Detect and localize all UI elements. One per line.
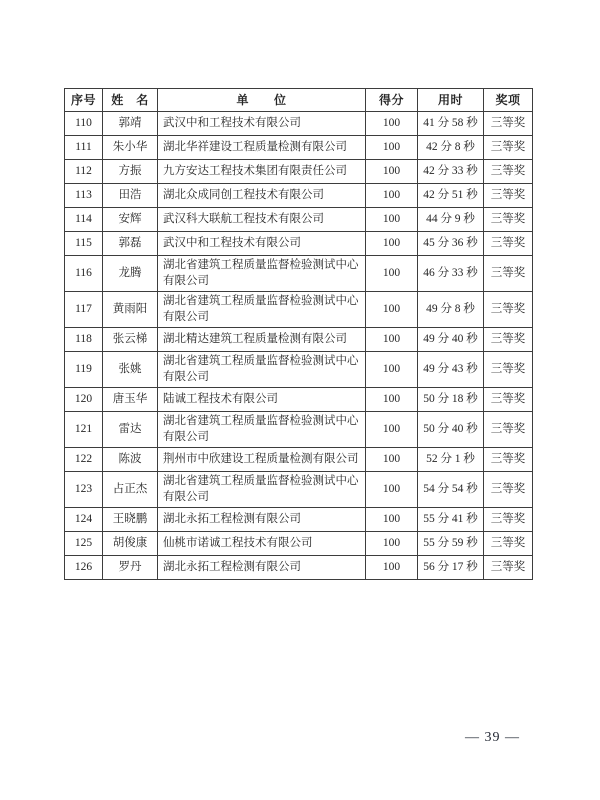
cell-name: 龙腾 (103, 256, 158, 292)
cell-no: 117 (65, 292, 103, 328)
col-header-no: 序号 (65, 89, 103, 112)
cell-time: 50 分 18 秒 (418, 388, 484, 412)
col-header-name: 姓 名 (103, 89, 158, 112)
cell-name: 王晓鹏 (103, 508, 158, 532)
cell-org: 湖北众成同创工程技术有限公司 (158, 184, 366, 208)
results-table (64, 88, 533, 580)
cell-name: 雷达 (103, 412, 158, 448)
cell-award: 三等奖 (484, 352, 533, 388)
cell-score: 100 (366, 472, 418, 508)
cell-no: 110 (65, 112, 103, 136)
cell-name: 田浩 (103, 184, 158, 208)
cell-org: 陆诚工程技术有限公司 (158, 388, 366, 412)
cell-time: 42 分 8 秒 (418, 136, 484, 160)
cell-no: 115 (65, 232, 103, 256)
cell-award: 三等奖 (484, 412, 533, 448)
cell-no: 123 (65, 472, 103, 508)
cell-award: 三等奖 (484, 532, 533, 556)
cell-score: 100 (366, 556, 418, 580)
cell-score: 100 (366, 448, 418, 472)
table-row (65, 352, 533, 388)
cell-award: 三等奖 (484, 208, 533, 232)
cell-no: 116 (65, 256, 103, 292)
cell-org: 湖北省建筑工程质量监督检验测试中心有限公司 (158, 292, 366, 328)
table-row (65, 112, 533, 136)
cell-org: 湖北精达建筑工程质量检测有限公司 (158, 328, 366, 352)
cell-no: 118 (65, 328, 103, 352)
cell-org: 武汉中和工程技术有限公司 (158, 232, 366, 256)
cell-time: 52 分 1 秒 (418, 448, 484, 472)
results-table-header (65, 89, 533, 112)
cell-award: 三等奖 (484, 292, 533, 328)
col-header-score: 得分 (366, 89, 418, 112)
cell-name: 张姚 (103, 352, 158, 388)
cell-award: 三等奖 (484, 508, 533, 532)
cell-score: 100 (366, 508, 418, 532)
table-row (65, 292, 533, 328)
cell-name: 黄雨阳 (103, 292, 158, 328)
cell-score: 100 (366, 208, 418, 232)
cell-no: 122 (65, 448, 103, 472)
cell-no: 112 (65, 160, 103, 184)
cell-org: 武汉中和工程技术有限公司 (158, 112, 366, 136)
table-row (65, 388, 533, 412)
cell-score: 100 (366, 532, 418, 556)
cell-name: 张云梯 (103, 328, 158, 352)
table-row (65, 232, 533, 256)
cell-time: 49 分 8 秒 (418, 292, 484, 328)
table-row (65, 328, 533, 352)
cell-org: 仙桃市诺诚工程技术有限公司 (158, 532, 366, 556)
cell-no: 114 (65, 208, 103, 232)
cell-org: 湖北省建筑工程质量监督检验测试中心有限公司 (158, 412, 366, 448)
cell-award: 三等奖 (484, 328, 533, 352)
cell-time: 44 分 9 秒 (418, 208, 484, 232)
cell-no: 120 (65, 388, 103, 412)
cell-org: 九方安达工程技术集团有限责任公司 (158, 160, 366, 184)
cell-score: 100 (366, 184, 418, 208)
cell-score: 100 (366, 256, 418, 292)
table-row (65, 184, 533, 208)
cell-score: 100 (366, 292, 418, 328)
cell-name: 安辉 (103, 208, 158, 232)
cell-no: 113 (65, 184, 103, 208)
cell-name: 陈波 (103, 448, 158, 472)
table-row (65, 556, 533, 580)
cell-score: 100 (366, 388, 418, 412)
cell-award: 三等奖 (484, 160, 533, 184)
results-table-body (65, 112, 533, 580)
table-row (65, 532, 533, 556)
cell-no: 111 (65, 136, 103, 160)
cell-time: 49 分 43 秒 (418, 352, 484, 388)
header-row (65, 89, 533, 112)
cell-award: 三等奖 (484, 112, 533, 136)
cell-name: 朱小华 (103, 136, 158, 160)
cell-time: 42 分 33 秒 (418, 160, 484, 184)
cell-time: 56 分 17 秒 (418, 556, 484, 580)
cell-name: 郭靖 (103, 112, 158, 136)
cell-time: 49 分 40 秒 (418, 328, 484, 352)
col-header-org: 单 位 (158, 89, 366, 112)
cell-org: 湖北省建筑工程质量监督检验测试中心有限公司 (158, 352, 366, 388)
cell-award: 三等奖 (484, 448, 533, 472)
cell-score: 100 (366, 232, 418, 256)
cell-time: 42 分 51 秒 (418, 184, 484, 208)
cell-org: 荆州市中欣建设工程质量检测有限公司 (158, 448, 366, 472)
cell-score: 100 (366, 160, 418, 184)
table-row (65, 160, 533, 184)
cell-award: 三等奖 (484, 256, 533, 292)
cell-org: 湖北永拓工程检测有限公司 (158, 556, 366, 580)
cell-score: 100 (366, 136, 418, 160)
cell-name: 方振 (103, 160, 158, 184)
cell-no: 121 (65, 412, 103, 448)
table-row (65, 208, 533, 232)
cell-org: 湖北省建筑工程质量监督检验测试中心有限公司 (158, 256, 366, 292)
cell-time: 54 分 54 秒 (418, 472, 484, 508)
cell-time: 45 分 36 秒 (418, 232, 484, 256)
cell-time: 41 分 58 秒 (418, 112, 484, 136)
table-row (65, 472, 533, 508)
cell-award: 三等奖 (484, 556, 533, 580)
cell-score: 100 (366, 412, 418, 448)
cell-name: 郭磊 (103, 232, 158, 256)
cell-award: 三等奖 (484, 232, 533, 256)
table-row (65, 412, 533, 448)
cell-award: 三等奖 (484, 388, 533, 412)
cell-time: 55 分 41 秒 (418, 508, 484, 532)
cell-no: 126 (65, 556, 103, 580)
cell-award: 三等奖 (484, 472, 533, 508)
cell-time: 55 分 59 秒 (418, 532, 484, 556)
cell-award: 三等奖 (484, 136, 533, 160)
cell-time: 46 分 33 秒 (418, 256, 484, 292)
cell-org: 武汉科大联航工程技术有限公司 (158, 208, 366, 232)
col-header-award: 奖项 (484, 89, 533, 112)
cell-score: 100 (366, 112, 418, 136)
table-row (65, 136, 533, 160)
cell-no: 119 (65, 352, 103, 388)
table-row (65, 508, 533, 532)
cell-time: 50 分 40 秒 (418, 412, 484, 448)
cell-org: 湖北永拓工程检测有限公司 (158, 508, 366, 532)
cell-name: 占正杰 (103, 472, 158, 508)
cell-org: 湖北省建筑工程质量监督检验测试中心有限公司 (158, 472, 366, 508)
table-row (65, 448, 533, 472)
cell-score: 100 (366, 352, 418, 388)
cell-no: 124 (65, 508, 103, 532)
col-header-time: 用时 (418, 89, 484, 112)
table-row (65, 256, 533, 292)
cell-org: 湖北华祥建设工程质量检测有限公司 (158, 136, 366, 160)
cell-no: 125 (65, 532, 103, 556)
cell-award: 三等奖 (484, 184, 533, 208)
cell-name: 胡俊康 (103, 532, 158, 556)
cell-score: 100 (366, 328, 418, 352)
cell-name: 罗丹 (103, 556, 158, 580)
cell-name: 唐玉华 (103, 388, 158, 412)
page-number: — 39 — (465, 730, 520, 745)
